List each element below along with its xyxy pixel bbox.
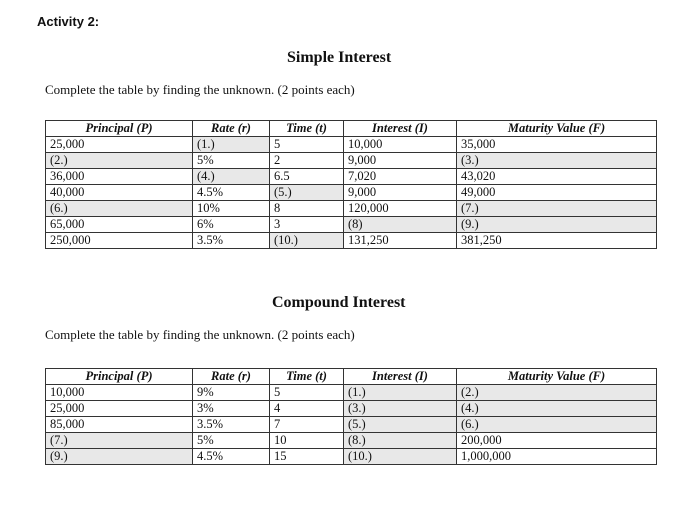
cell-time: 2 bbox=[270, 153, 344, 169]
cell-interest: 9,000 bbox=[344, 153, 457, 169]
table-row bbox=[46, 169, 657, 185]
table-row bbox=[46, 449, 657, 465]
table-row bbox=[46, 385, 657, 401]
cell-interest: (1.) bbox=[344, 385, 457, 401]
table-row bbox=[46, 201, 657, 217]
cell-rate: 3.5% bbox=[193, 417, 270, 433]
cell-maturity-value: 49,000 bbox=[457, 185, 657, 201]
cell-principal: 85,000 bbox=[46, 417, 193, 433]
table-row bbox=[46, 233, 657, 249]
cell-principal: 25,000 bbox=[46, 401, 193, 417]
cell-time: 10 bbox=[270, 433, 344, 449]
cell-maturity-value: 1,000,000 bbox=[457, 449, 657, 465]
cell-interest: (5.) bbox=[344, 417, 457, 433]
cell-time: 8 bbox=[270, 201, 344, 217]
cell-principal: (6.) bbox=[46, 201, 193, 217]
header-time: Time (t) bbox=[270, 369, 344, 385]
cell-time: 6.5 bbox=[270, 169, 344, 185]
cell-rate: 4.5% bbox=[193, 185, 270, 201]
cell-time: (5.) bbox=[270, 185, 344, 201]
cell-interest: (10.) bbox=[344, 449, 457, 465]
header-interest: Interest (I) bbox=[344, 121, 457, 137]
cell-rate: 9% bbox=[193, 385, 270, 401]
cell-interest: 7,020 bbox=[344, 169, 457, 185]
simple-interest-instructions: Complete the table by finding the unknown. (2 points each) bbox=[45, 82, 355, 97]
header-principal: Principal (P) bbox=[46, 121, 193, 137]
cell-time: (10.) bbox=[270, 233, 344, 249]
cell-time: 5 bbox=[270, 137, 344, 153]
table-row bbox=[46, 185, 657, 201]
cell-principal: (9.) bbox=[46, 449, 193, 465]
cell-rate: 4.5% bbox=[193, 449, 270, 465]
simple-interest-title: Simple Interest bbox=[287, 49, 392, 66]
cell-interest: (8.) bbox=[344, 433, 457, 449]
cell-rate: 6% bbox=[193, 217, 270, 233]
cell-rate: 5% bbox=[193, 433, 270, 449]
header-rate: Rate (r) bbox=[193, 369, 270, 385]
cell-maturity-value: 43,020 bbox=[457, 169, 657, 185]
cell-rate: (4.) bbox=[193, 169, 270, 185]
header-rate: Rate (r) bbox=[193, 121, 270, 137]
cell-maturity-value: 381,250 bbox=[457, 233, 657, 249]
simple-interest-table bbox=[45, 120, 657, 249]
header-interest: Interest (I) bbox=[344, 369, 457, 385]
table-row bbox=[46, 137, 657, 153]
cell-maturity-value: (7.) bbox=[457, 201, 657, 217]
cell-rate: 3.5% bbox=[193, 233, 270, 249]
table-row bbox=[46, 217, 657, 233]
cell-maturity-value: (2.) bbox=[457, 385, 657, 401]
cell-interest: 120,000 bbox=[344, 201, 457, 217]
cell-maturity-value: 35,000 bbox=[457, 137, 657, 153]
cell-principal: 250,000 bbox=[46, 233, 193, 249]
cell-principal: 25,000 bbox=[46, 137, 193, 153]
cell-principal: 10,000 bbox=[46, 385, 193, 401]
table-row bbox=[46, 401, 657, 417]
cell-time: 15 bbox=[270, 449, 344, 465]
compound-interest-table bbox=[45, 368, 657, 465]
cell-rate: (1.) bbox=[193, 137, 270, 153]
table-row bbox=[46, 417, 657, 433]
cell-interest: 131,250 bbox=[344, 233, 457, 249]
cell-rate: 5% bbox=[193, 153, 270, 169]
cell-principal: 40,000 bbox=[46, 185, 193, 201]
compound-interest-title: Compound Interest bbox=[272, 294, 406, 311]
cell-time: 3 bbox=[270, 217, 344, 233]
cell-principal: 36,000 bbox=[46, 169, 193, 185]
cell-time: 4 bbox=[270, 401, 344, 417]
table-row bbox=[46, 433, 657, 449]
cell-time: 5 bbox=[270, 385, 344, 401]
cell-interest: 10,000 bbox=[344, 137, 457, 153]
cell-principal: (7.) bbox=[46, 433, 193, 449]
table-header-row bbox=[46, 121, 657, 137]
table-header-row bbox=[46, 369, 657, 385]
cell-principal: (2.) bbox=[46, 153, 193, 169]
cell-interest: 9,000 bbox=[344, 185, 457, 201]
table-row bbox=[46, 153, 657, 169]
header-time: Time (t) bbox=[270, 121, 344, 137]
cell-maturity-value: (6.) bbox=[457, 417, 657, 433]
header-principal: Principal (P) bbox=[46, 369, 193, 385]
cell-maturity-value: (4.) bbox=[457, 401, 657, 417]
cell-time: 7 bbox=[270, 417, 344, 433]
header-maturity-value: Maturity Value (F) bbox=[457, 369, 657, 385]
cell-maturity-value: 200,000 bbox=[457, 433, 657, 449]
cell-maturity-value: (9.) bbox=[457, 217, 657, 233]
cell-principal: 65,000 bbox=[46, 217, 193, 233]
cell-interest: (3.) bbox=[344, 401, 457, 417]
cell-maturity-value: (3.) bbox=[457, 153, 657, 169]
header-maturity-value: Maturity Value (F) bbox=[457, 121, 657, 137]
cell-rate: 3% bbox=[193, 401, 270, 417]
activity-label: Activity 2: bbox=[37, 14, 100, 29]
cell-rate: 10% bbox=[193, 201, 270, 217]
compound-interest-instructions: Complete the table by finding the unknown. (2 points each) bbox=[45, 327, 355, 342]
cell-interest: (8) bbox=[344, 217, 457, 233]
